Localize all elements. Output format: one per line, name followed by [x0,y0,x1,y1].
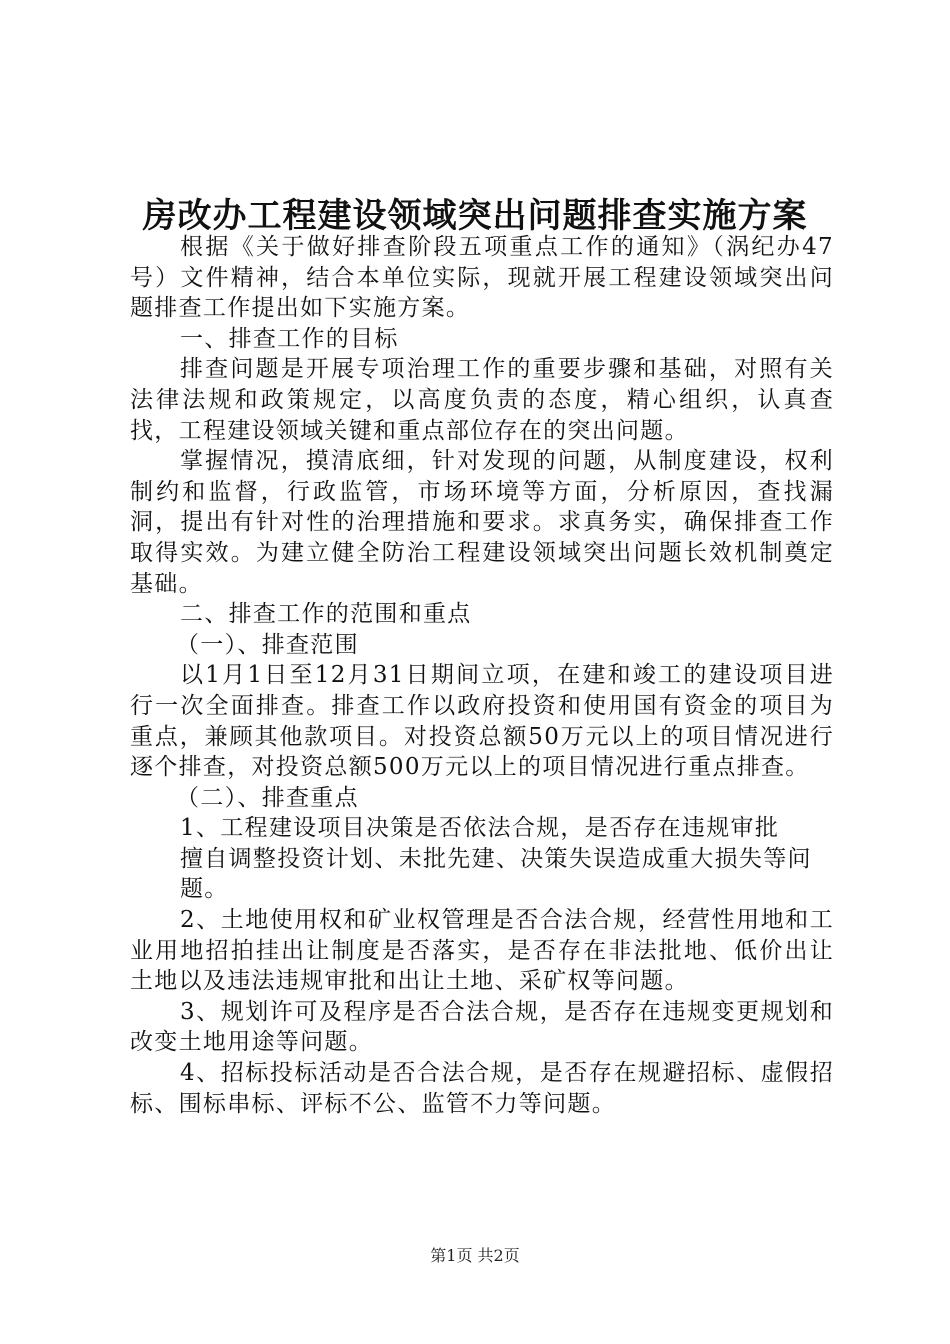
section-heading-1: 一、排查工作的目标 [180,325,399,352]
list-item-1-end: 题。 [180,876,229,903]
paragraph-intro: 根据《关于做好排查阶段五项重点工作的通知》（涡纪办47号）文件精神，结合本单位实际，现就开展工程建设领域突出问题排查工作提出如下实施方案。 [130,234,834,322]
subsection-heading-1: （一）、排查范围 [176,631,359,658]
section-heading-2: 二、排查工作的范围和重点 [180,601,472,628]
subsection-heading-2: （二）、排查重点 [176,784,359,811]
paragraph-goal-1: 排查问题是开展专项治理工作的重要步骤和基础，对照有关法律法规和政策规定，以高度负责的态度，精心组织，认真查找，工程建设领域关键和重点部位存在的突出问题。 [130,356,834,444]
page-footer: 第1页 共2页 [430,1246,520,1265]
document-body [130,232,834,1119]
document-title: 房改办工程建设领域突出问题排查实施方案 [142,196,808,236]
paragraph-goal-2: 掌握情况，摸清底细，针对发现的问题，从制度建设，权利制约和监督，行政监管，市场环境等方面，分析原因，查找漏洞，提出有针对性的治理措施和要求。求真务实，确保排查工作取得实效。为建立健全防治工程建设领域突出问题长效机制奠定基础。 [130,448,834,597]
list-item-4: 4、招标投标活动是否合法合规，是否存在规避招标、虚假招标、围标串标、评标不公、监管不力等问题。 [130,1060,834,1117]
list-item-1: 1、工程建设项目决策是否依法合规，是否存在违规审批 [180,815,780,842]
list-item-3: 3、规划许可及程序是否合法合规，是否存在违规变更规划和改变土地用途等问题。 [130,998,834,1056]
list-item-1-continued: 擅自调整投资计划、未批先建、决策失误造成重大损失等问 [180,845,812,872]
paragraph-scope: 以1月1日至12月31日期间立项，在建和竣工的建设项目进行一次全面排查。排查工作以政府投资和使用国有资金的项目为重点，兼顾其他款项目。对投资总额50万元以上的项目情况进行逐个排查，对投资总额500万元以上的项目情况进行重点排查。 [130,662,834,781]
list-item-2: 2、土地使用权和矿业权管理是否合法合规，经营性用地和工业用地招拍挂出让制度是否落实，是否存在非法批地、低价出让土地以及违法违规审批和出让土地、采矿权等问题。 [130,907,834,995]
